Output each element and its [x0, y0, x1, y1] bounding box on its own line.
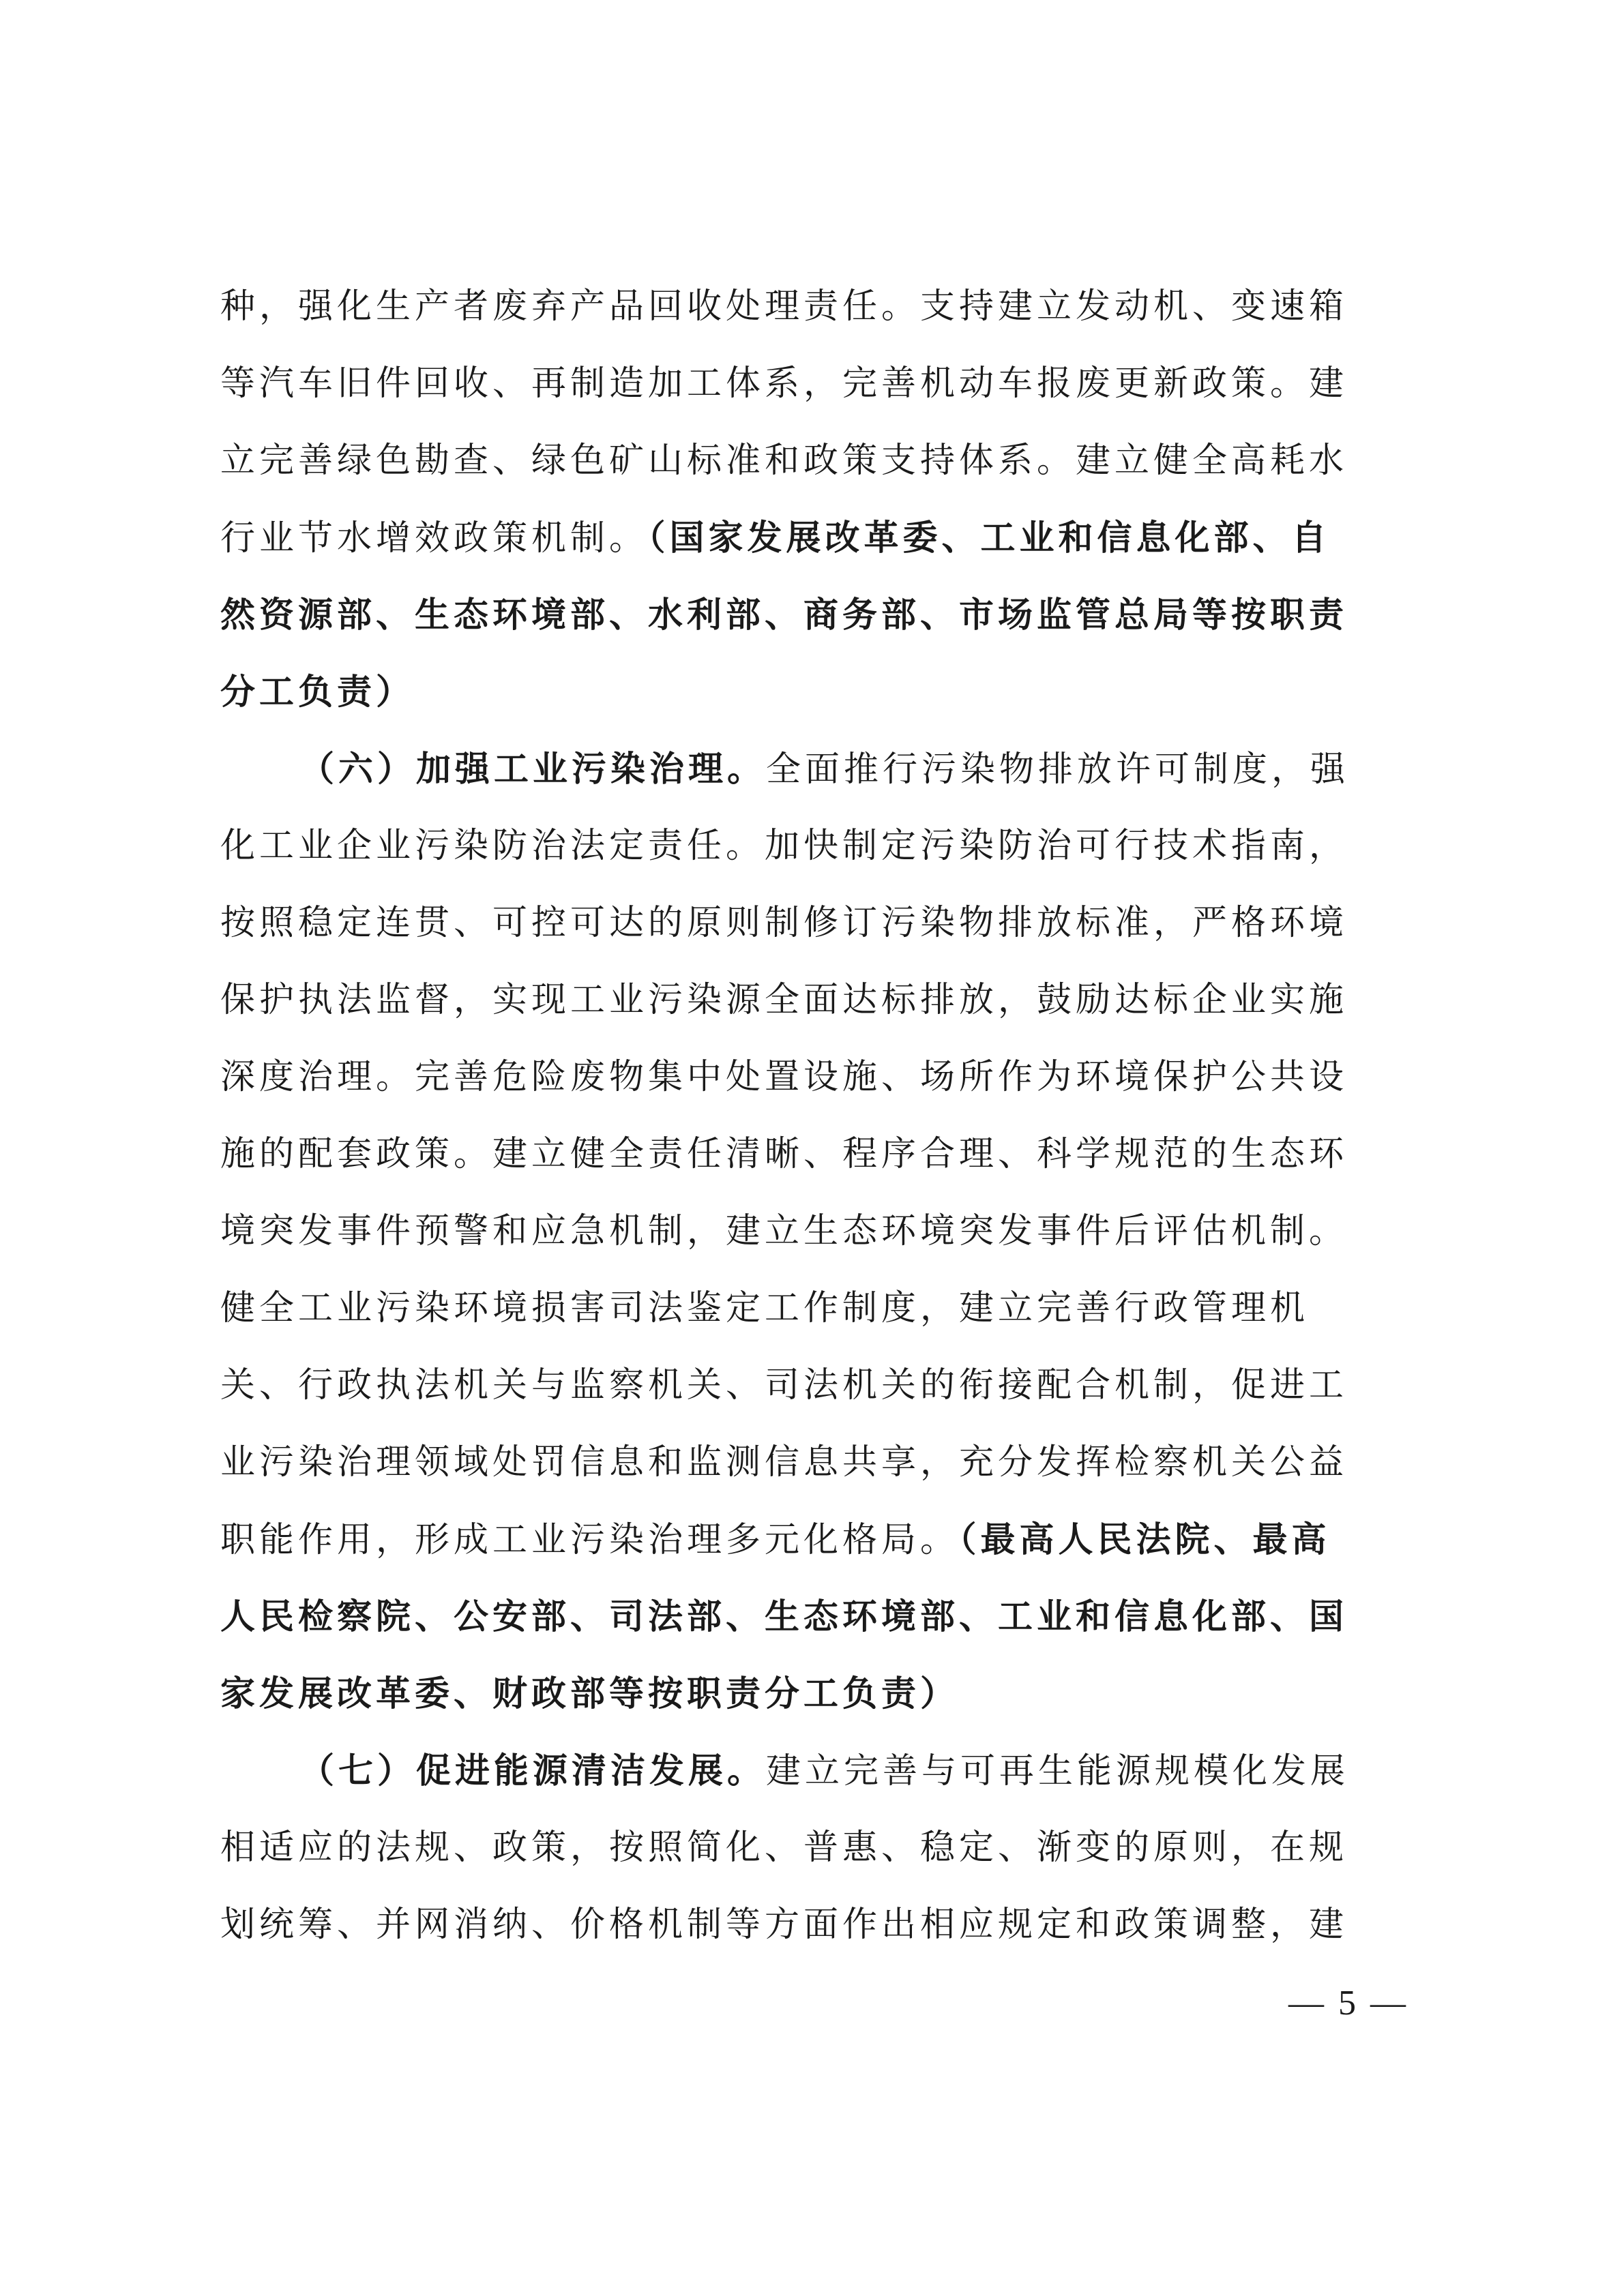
- responsibility-note: （国家发展改革委、工业和信息化部、自: [648, 518, 1331, 558]
- text-line: 健全工业污染环境损害司法鉴定工作制度，建立完善行政管理机: [220, 1288, 1310, 1328]
- text-line: 业污染治理领域处罚信息和监测信息共享，充分发挥检察机关公益: [220, 1442, 1348, 1482]
- text-line: 深度治理。完善危险废物集中处置设施、场所作为环境保护公共设: [220, 1057, 1348, 1097]
- section-heading: （七）促进能源清洁发展。: [299, 1750, 767, 1791]
- text-line: 化工业企业污染防治法定责任。加快制定污染防治可行技术指南，: [220, 826, 1348, 866]
- section-six-line: [299, 735, 1406, 803]
- text-segment: 建立完善与可再生能源规模化发展: [766, 1751, 1350, 1791]
- text-line: 按照稳定连贯、可控可达的原则制修订污染物排放标准，严格环境: [220, 903, 1348, 943]
- text-line: [220, 504, 1406, 572]
- responsibility-note-line: 家发展改革委、财政部等按职责分工负责）: [220, 1673, 960, 1714]
- text-line: [220, 1506, 1406, 1574]
- text-line: 保护执法监督，实现工业污染源全面达标排放，鼓励达标企业实施: [220, 980, 1348, 1020]
- text-segment: 行业节水增效政策机制。: [220, 518, 649, 558]
- responsibility-note: （最高人民法院、最高: [959, 1519, 1331, 1560]
- section-heading: （六）加强工业污染治理。: [299, 749, 767, 790]
- text-line: 境突发事件预警和应急机制，建立生态环境突发事件后评估机制。: [220, 1211, 1348, 1251]
- responsibility-note-line: 然资源部、生态环境部、水利部、商务部、市场监管总局等按职责: [220, 595, 1348, 636]
- text-segment: 职能作用，形成工业污染治理多元化格局。: [220, 1520, 960, 1560]
- text-line: 关、行政执法机关与监察机关、司法机关的衔接配合机制，促进工: [220, 1365, 1348, 1405]
- text-line: 等汽车旧件回收、再制造加工体系，完善机动车报废更新政策。建: [220, 363, 1348, 404]
- responsibility-note-line: 人民检察院、公安部、司法部、生态环境部、工业和信息化部、国: [220, 1596, 1348, 1637]
- text-line: 种，强化生产者废弃产品回收处理责任。支持建立发动机、变速箱: [220, 286, 1348, 327]
- text-line: 施的配套政策。建立健全责任清晰、程序合理、科学规范的生态环: [220, 1134, 1348, 1174]
- text-segment: 全面推行污染物排放许可制度，强: [766, 749, 1350, 790]
- text-line: 立完善绿色勘查、绿色矿山标准和政策支持体系。建立健全高耗水: [220, 441, 1348, 481]
- text-line: 划统筹、并网消纳、价格机制等方面作出相应规定和政策调整，建: [220, 1905, 1348, 1945]
- text-line: 相适应的法规、政策，按照简化、普惠、稳定、渐变的原则，在规: [220, 1828, 1348, 1868]
- page-number: — 5 —: [1288, 1984, 1408, 2023]
- responsibility-note-line: 分工负责）: [220, 672, 415, 713]
- section-seven-line: [299, 1737, 1406, 1805]
